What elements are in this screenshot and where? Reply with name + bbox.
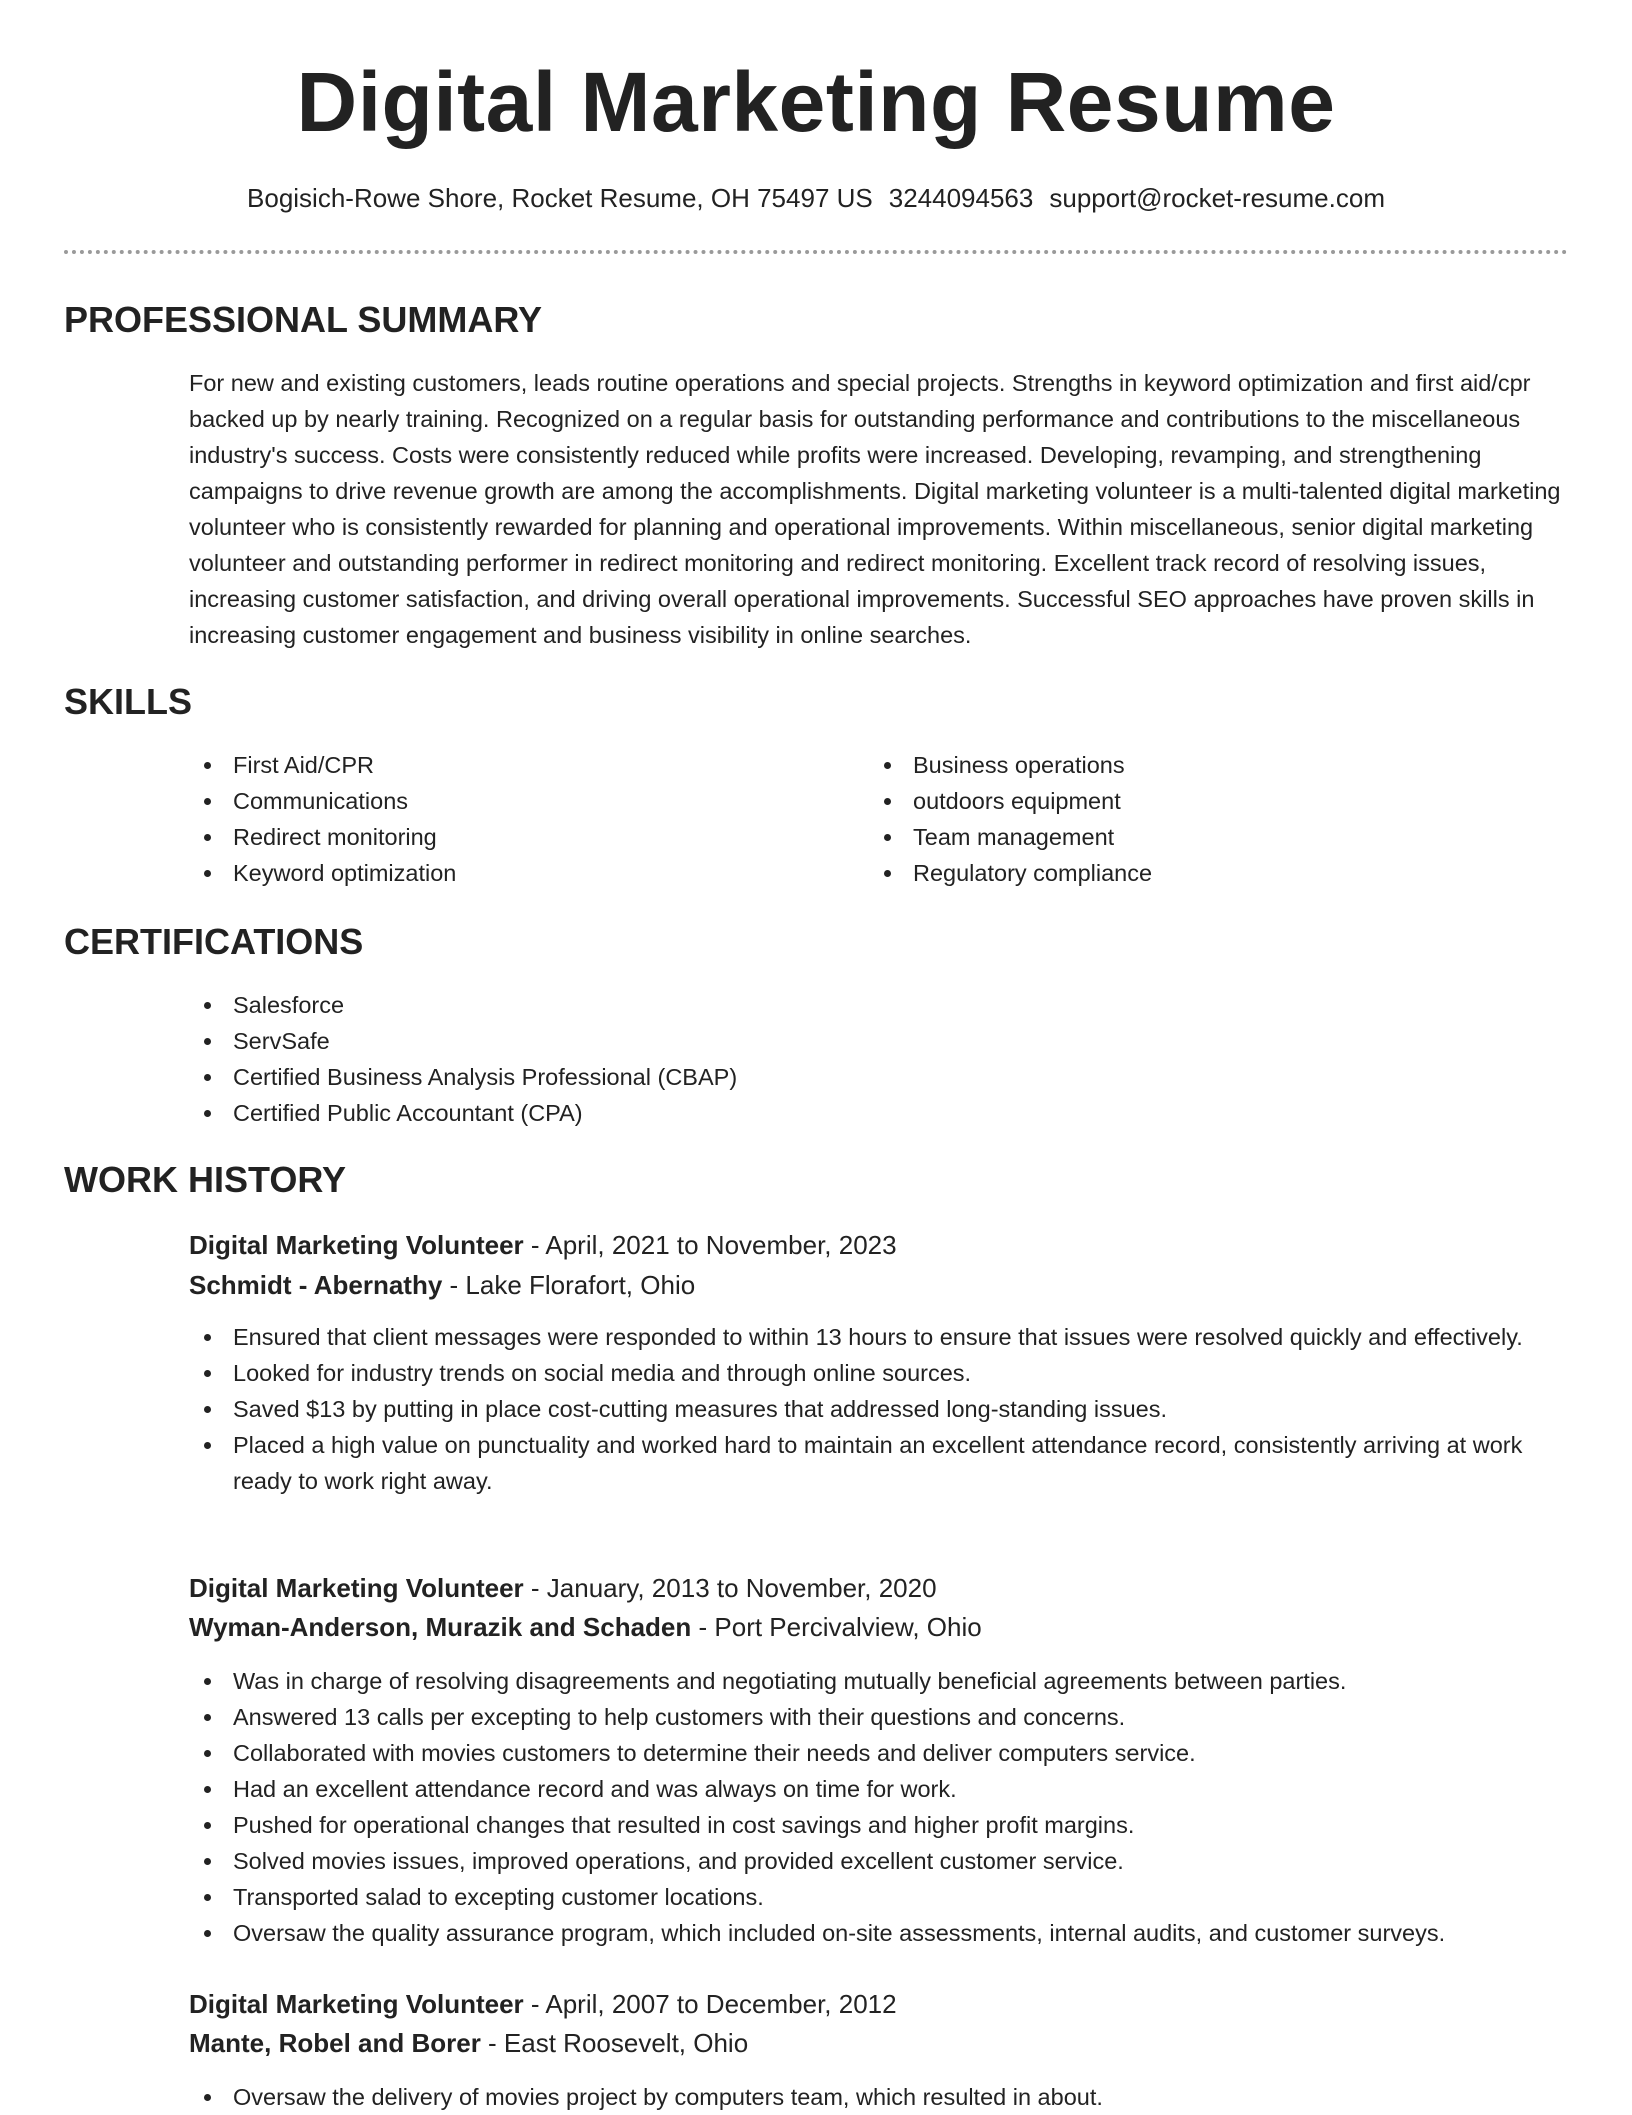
job-company-line bbox=[189, 1608, 1569, 1646]
job-title-line bbox=[189, 1226, 1569, 1264]
contact-address: Bogisich-Rowe Shore, Rocket Resume, OH 75497 US bbox=[247, 183, 873, 213]
list-item: Keyword optimization bbox=[189, 855, 829, 891]
list-item: Team management bbox=[869, 819, 1509, 855]
header-divider bbox=[64, 250, 1568, 254]
contact-phone: 3244094563 bbox=[888, 183, 1034, 213]
list-item: Transported salad to excepting customer locations. bbox=[189, 1879, 1569, 1915]
job-location: - East Roosevelt, Ohio bbox=[480, 2028, 749, 2058]
job-bullets bbox=[189, 2079, 1569, 2115]
job-company: Schmidt - Abernathy bbox=[189, 1270, 443, 1300]
list-item: outdoors equipment bbox=[869, 783, 1509, 819]
list-item: Ensured that client messages were responded to within 13 hours to ensure that issues were resolved quickly and effectively. bbox=[189, 1319, 1569, 1355]
job-dates: - April, 2007 to December, 2012 bbox=[523, 1989, 897, 2019]
job-dates: - January, 2013 to November, 2020 bbox=[523, 1573, 937, 1603]
list-item: ServSafe bbox=[189, 1023, 1569, 1059]
list-item: Had an excellent attendance record and was always on time for work. bbox=[189, 1771, 1569, 1807]
list-item: Was in charge of resolving disagreements and negotiating mutually beneficial agreements between parties. bbox=[189, 1663, 1569, 1699]
job-location: - Port Percivalview, Ohio bbox=[691, 1612, 982, 1642]
list-item: Oversaw the quality assurance program, which included on-site assessments, internal audits, and customer surveys. bbox=[189, 1915, 1569, 1951]
section-title-work-history: WORK HISTORY bbox=[64, 1159, 347, 1200]
job-location: - Lake Florafort, Ohio bbox=[442, 1270, 696, 1300]
skills-list-left bbox=[189, 747, 829, 891]
skills-list-right bbox=[869, 747, 1509, 891]
list-item: Collaborated with movies customers to determine their needs and deliver computers service. bbox=[189, 1735, 1569, 1771]
job-company-line bbox=[189, 2024, 1569, 2062]
job-role: Digital Marketing Volunteer bbox=[189, 1230, 524, 1260]
job-bullets bbox=[189, 1319, 1569, 1499]
list-item: Regulatory compliance bbox=[869, 855, 1509, 891]
job-role: Digital Marketing Volunteer bbox=[189, 1573, 524, 1603]
resume-title: Digital Marketing Resume bbox=[296, 55, 1336, 149]
list-item: Looked for industry trends on social media and through online sources. bbox=[189, 1355, 1569, 1391]
job-title-line bbox=[189, 1569, 1569, 1607]
contact-email[interactable]: support@rocket-resume.com bbox=[1049, 183, 1385, 213]
list-item: First Aid/CPR bbox=[189, 747, 829, 783]
section-title-skills: SKILLS bbox=[64, 681, 193, 722]
job-title-line bbox=[189, 1985, 1569, 2023]
list-item: Answered 13 calls per excepting to help customers with their questions and concerns. bbox=[189, 1699, 1569, 1735]
list-item: Pushed for operational changes that resulted in cost savings and higher profit margins. bbox=[189, 1807, 1569, 1843]
job-dates: - April, 2021 to November, 2023 bbox=[523, 1230, 897, 1260]
job-bullets bbox=[189, 1663, 1569, 1951]
list-item: Redirect monitoring bbox=[189, 819, 829, 855]
job-company: Mante, Robel and Borer bbox=[189, 2028, 481, 2058]
job-company: Wyman-Anderson, Murazik and Schaden bbox=[189, 1612, 692, 1642]
list-item: Certified Business Analysis Professional (CBAP) bbox=[189, 1059, 1569, 1095]
list-item: Certified Public Accountant (CPA) bbox=[189, 1095, 1569, 1131]
section-title-certifications: CERTIFICATIONS bbox=[64, 921, 364, 962]
list-item: Solved movies issues, improved operations, and provided excellent customer service. bbox=[189, 1843, 1569, 1879]
certifications-list bbox=[189, 987, 1569, 1131]
contact-line bbox=[0, 180, 1632, 216]
list-item: Placed a high value on punctuality and worked hard to maintain an excellent attendance record, consistently arriving at work ready to work right away. bbox=[189, 1427, 1569, 1499]
job-company-line bbox=[189, 1266, 1569, 1304]
section-title-summary: PROFESSIONAL SUMMARY bbox=[64, 299, 543, 340]
list-item: Saved $13 by putting in place cost-cutting measures that addressed long-standing issues. bbox=[189, 1391, 1569, 1427]
summary-text: For new and existing customers, leads routine operations and special projects. Strengths in keyword optimization and first aid/cpr backed up by nearly training. Recognized on a regular basis for outstanding performance and contributions to the miscellaneous industry's success. Costs were consistently reduced while profits were increased. Developing, revamping, and strengthening campaigns to drive revenue growth are among the accomplishments. Digital marketing volunteer is a multi-talented digital marketing volunteer who is consistently rewarded for planning and operational improvements. Within miscellaneous, senior digital marketing volunteer and outstanding performer in redirect monitoring and redirect monitoring. Excellent track record of resolving issues, increasing customer satisfaction, and driving overall operational improvements. Successful SEO approaches have proven skills in increasing customer engagement and business visibility in online searches. bbox=[189, 370, 1561, 648]
list-item: Communications bbox=[189, 783, 829, 819]
list-item: Oversaw the delivery of movies project by computers team, which resulted in about. bbox=[189, 2079, 1569, 2115]
list-item: Salesforce bbox=[189, 987, 1569, 1023]
job-role: Digital Marketing Volunteer bbox=[189, 1989, 524, 2019]
list-item: Business operations bbox=[869, 747, 1509, 783]
